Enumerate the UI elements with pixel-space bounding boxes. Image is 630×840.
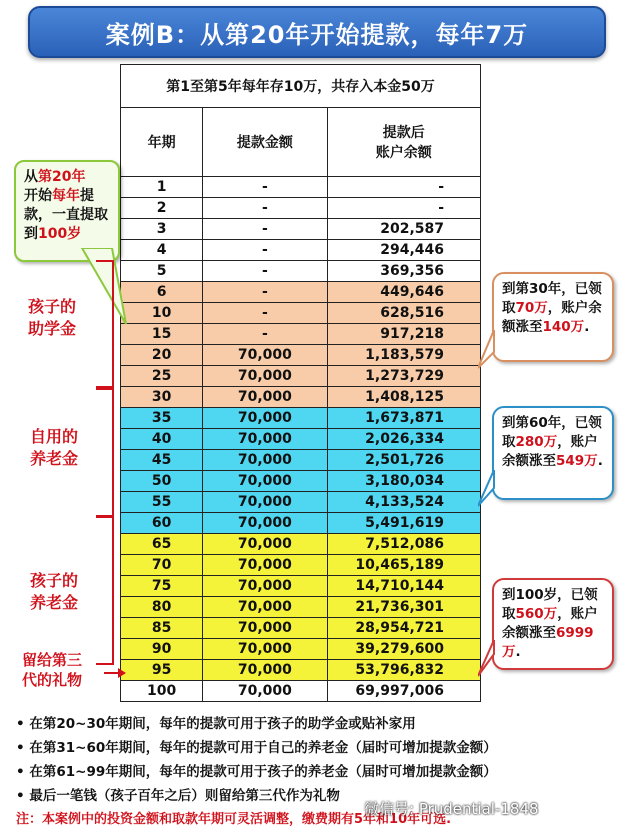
footnote: 注：本案例中的投资金额和取款年期可灵活调整，缴费期有5年和10年可选. <box>16 812 452 827</box>
cell-balance: - <box>327 177 480 198</box>
cell-withdraw: - <box>203 303 327 324</box>
cell-balance: 1,673,871 <box>327 408 480 429</box>
cell-year: 60 <box>121 513 203 534</box>
cell-balance: 3,180,034 <box>327 471 480 492</box>
label-line: 代的礼物 <box>22 671 83 689</box>
table-row <box>121 387 481 408</box>
cell-balance: 1,183,579 <box>327 345 480 366</box>
cell-year: 30 <box>121 387 203 408</box>
callout-text: ，账户余额涨至 <box>502 434 598 469</box>
cell-year: 5 <box>121 261 203 282</box>
table-row <box>121 660 481 681</box>
label-line: 孩子的 <box>28 297 77 316</box>
cell-year: 15 <box>121 324 203 345</box>
header-balance-line2: 账户余额 <box>375 145 432 161</box>
label-line: 养老金 <box>30 593 79 612</box>
cell-year: 55 <box>121 492 203 513</box>
cell-balance: 39,279,600 <box>327 639 480 660</box>
cell-withdraw: 70,000 <box>203 681 327 702</box>
cell-withdraw: - <box>203 219 327 240</box>
label-third-generation <box>22 650 82 690</box>
callout-year-60 <box>492 406 614 500</box>
cell-year: 6 <box>121 282 203 303</box>
table-row <box>121 303 481 324</box>
label-line: 自用的 <box>30 427 79 446</box>
arrow-icon <box>104 666 126 680</box>
list-item: • 在第20~30年期间，每年的提款可用于孩子的助学金或贴补家用 <box>16 716 416 732</box>
cell-withdraw: 70,000 <box>203 576 327 597</box>
bracket-own-pension <box>96 386 114 518</box>
cell-year: 25 <box>121 366 203 387</box>
label-own-pension <box>30 426 78 470</box>
cell-balance: 5,491,619 <box>327 513 480 534</box>
cell-withdraw: 70,000 <box>203 408 327 429</box>
callout-text: ，账户余额涨至 <box>502 606 598 641</box>
list-item: • 在第31~60年期间，每年的提款可用于自己的养老金（届时可增加提款金额） <box>16 740 497 756</box>
callout-text: 开始 <box>24 188 52 204</box>
cell-year: 40 <box>121 429 203 450</box>
cell-withdraw: 70,000 <box>203 345 327 366</box>
table-row <box>121 345 481 366</box>
cell-year: 3 <box>121 219 203 240</box>
header-withdraw: 提款金额 <box>203 108 327 177</box>
cell-year: 70 <box>121 555 203 576</box>
bullet-text: 在第20~30年期间，每年的提款可用于孩子的助学金或贴补家用 <box>29 716 416 732</box>
table-row <box>121 555 481 576</box>
callout-text: ，账户余额涨至 <box>502 300 602 335</box>
cell-withdraw: - <box>203 240 327 261</box>
cell-year: 75 <box>121 576 203 597</box>
cell-balance: 917,218 <box>327 324 480 345</box>
cell-year: 4 <box>121 240 203 261</box>
cell-withdraw: 70,000 <box>203 639 327 660</box>
callout-text: 到第60年，已领取 <box>502 415 602 450</box>
cell-withdraw: - <box>203 324 327 345</box>
cell-balance: 21,736,301 <box>327 597 480 618</box>
table-row <box>121 618 481 639</box>
cell-balance: - <box>327 198 480 219</box>
bullet-text: 在第31~60年期间，每年的提款可用于自己的养老金（届时可增加提款金额） <box>29 740 497 756</box>
label-line: 养老金 <box>30 449 79 468</box>
table-row <box>121 261 481 282</box>
bullet-text: 在第61~99年期间，每年的提款可用于孩子的养老金（届时可增加提款金额） <box>29 764 497 780</box>
cell-balance: 69,997,006 <box>327 681 480 702</box>
cell-withdraw: 70,000 <box>203 534 327 555</box>
cell-withdraw: 70,000 <box>203 387 327 408</box>
cell-withdraw: 70,000 <box>203 471 327 492</box>
table-row <box>121 366 481 387</box>
label-line: 留给第三 <box>22 651 83 669</box>
table-row <box>121 513 481 534</box>
table-row <box>121 240 481 261</box>
table-row <box>121 681 481 702</box>
callout-highlight: 每年 <box>52 188 80 204</box>
cell-withdraw: 70,000 <box>203 555 327 576</box>
cell-year: 2 <box>121 198 203 219</box>
table-row <box>121 639 481 660</box>
cell-year: 45 <box>121 450 203 471</box>
cell-withdraw: - <box>203 261 327 282</box>
callout-text: . <box>584 319 590 335</box>
cell-balance: 369,356 <box>327 261 480 282</box>
withdrawal-table <box>120 64 481 702</box>
table-row <box>121 408 481 429</box>
table-row <box>121 219 481 240</box>
list-item: • 在第61~99年期间，每年的提款可用于孩子的养老金（届时可增加提款金额） <box>16 764 497 780</box>
callout-highlight: 6999万 <box>502 625 594 660</box>
cell-year: 85 <box>121 618 203 639</box>
callout-year-30 <box>492 272 614 362</box>
bullet-text: 最后一笔钱（孩子百年之后）则留给第三代作为礼物 <box>29 788 340 804</box>
cell-balance: 4,133,524 <box>327 492 480 513</box>
callout-highlight: 280万 <box>515 434 558 450</box>
callout-year-100 <box>492 578 614 670</box>
callout-text: . <box>515 644 521 660</box>
cell-balance: 628,516 <box>327 303 480 324</box>
cell-balance: 14,710,144 <box>327 576 480 597</box>
bracket-child-pension <box>96 515 114 665</box>
cell-withdraw: 70,000 <box>203 597 327 618</box>
callout-highlight: 560万 <box>515 606 558 622</box>
callout-highlight: 第20年 <box>38 169 86 185</box>
cell-withdraw: - <box>203 282 327 303</box>
table-caption: 第1至第5年每年存10万，共存入本金50万 <box>121 65 481 108</box>
callout-text: 到第30年，已领取 <box>502 281 602 316</box>
cell-year: 100 <box>121 681 203 702</box>
cell-balance: 53,796,832 <box>327 660 480 681</box>
table-row <box>121 492 481 513</box>
table-row <box>121 198 481 219</box>
callout-highlight: 140万 <box>542 319 585 335</box>
table-row <box>121 282 481 303</box>
callout-highlight: 100岁 <box>38 226 82 242</box>
bracket-education <box>96 260 114 390</box>
cell-withdraw: - <box>203 198 327 219</box>
cell-year: 90 <box>121 639 203 660</box>
cell-withdraw: 70,000 <box>203 513 327 534</box>
cell-withdraw: 70,000 <box>203 450 327 471</box>
callout-pointer <box>478 640 498 680</box>
label-line: 助学金 <box>28 319 77 338</box>
cell-balance: 7,512,086 <box>327 534 480 555</box>
label-education-fund <box>28 296 76 340</box>
label-child-pension <box>30 570 78 614</box>
cell-year: 50 <box>121 471 203 492</box>
table-row <box>121 324 481 345</box>
watermark: 微信号: Prudential-1848 <box>364 800 539 818</box>
cell-year: 20 <box>121 345 203 366</box>
cell-year: 1 <box>121 177 203 198</box>
table-row <box>121 429 481 450</box>
cell-balance: 2,026,334 <box>327 429 480 450</box>
callout-text: 提款，一直提取到 <box>24 188 108 242</box>
cell-withdraw: 70,000 <box>203 366 327 387</box>
cell-balance: 10,465,189 <box>327 555 480 576</box>
page-title: 案例B：从第20年开始提款，每年7万 <box>28 6 606 58</box>
cell-withdraw: 70,000 <box>203 429 327 450</box>
cell-balance: 1,273,729 <box>327 366 480 387</box>
cell-withdraw: 70,000 <box>203 660 327 681</box>
cell-balance: 202,587 <box>327 219 480 240</box>
cell-balance: 28,954,721 <box>327 618 480 639</box>
cell-balance: 2,501,726 <box>327 450 480 471</box>
callout-pointer <box>478 330 498 370</box>
start-withdrawal-callout <box>14 160 120 262</box>
cell-balance: 1,408,125 <box>327 387 480 408</box>
callout-pointer <box>478 470 498 510</box>
cell-year: 65 <box>121 534 203 555</box>
cell-year: 95 <box>121 660 203 681</box>
table-row <box>121 534 481 555</box>
callout-highlight: 549万 <box>556 453 598 469</box>
table-row <box>121 576 481 597</box>
callout-text: 到100岁，已领取 <box>502 587 598 622</box>
cell-year: 35 <box>121 408 203 429</box>
cell-balance: 294,446 <box>327 240 480 261</box>
cell-withdraw: - <box>203 177 327 198</box>
cell-year: 80 <box>121 597 203 618</box>
cell-year: 10 <box>121 303 203 324</box>
label-line: 孩子的 <box>30 571 79 590</box>
cell-withdraw: 70,000 <box>203 492 327 513</box>
table-row <box>121 450 481 471</box>
table-row <box>121 597 481 618</box>
header-balance-line1: 提款后 <box>382 125 425 141</box>
list-item: • 最后一笔钱（孩子百年之后）则留给第三代作为礼物 <box>16 788 340 804</box>
callout-text: 从 <box>24 169 38 185</box>
header-year: 年期 <box>121 108 203 177</box>
cell-withdraw: 70,000 <box>203 618 327 639</box>
table-row <box>121 471 481 492</box>
cell-balance: 449,646 <box>327 282 480 303</box>
header-balance <box>327 108 480 177</box>
table-row <box>121 177 481 198</box>
callout-text: . <box>597 453 603 469</box>
callout-highlight: 70万 <box>515 300 548 316</box>
